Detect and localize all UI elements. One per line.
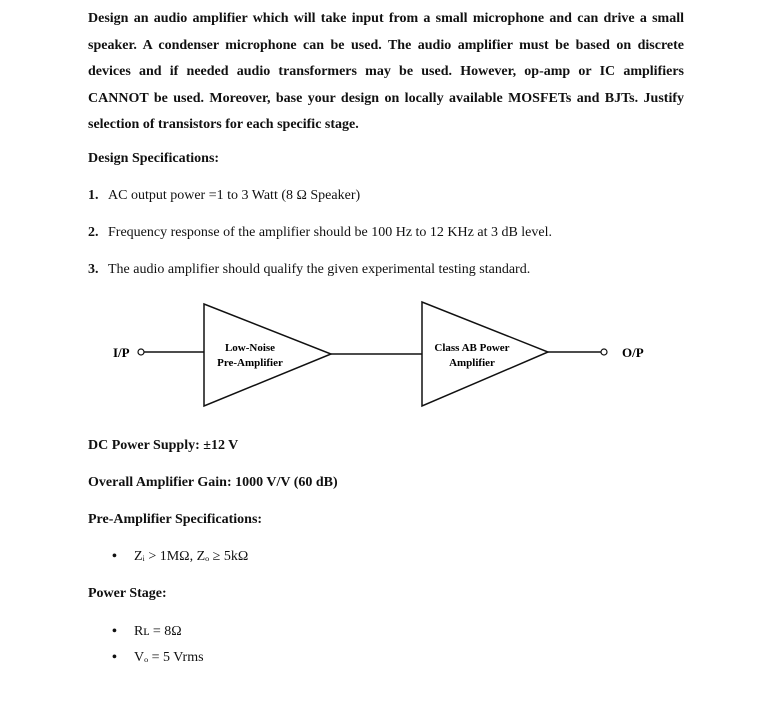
preamp-impedance-spec: Zᵢ > 1MΩ, Zₒ ≥ 5kΩ bbox=[134, 549, 249, 564]
spec-item-number: 3. bbox=[88, 262, 99, 277]
output-label: O/P bbox=[622, 345, 644, 360]
load-resistance-spec: Rʟ = 8Ω bbox=[134, 624, 182, 639]
bullet-dot: • bbox=[112, 624, 117, 639]
bullet-dot: • bbox=[112, 549, 117, 564]
output-voltage-spec: Vₒ = 5 Vrms bbox=[134, 650, 204, 665]
spec-item-1 bbox=[88, 188, 360, 204]
intro-paragraph: Design an audio amplifier which will take input from a small microphone and can drive a small speaker. A condenser microphone can be used. The audio amplifier must be based on discrete devices and if needed audio transformers may be used. However, op-amp or IC amplifiers CANNOT be used. Moreover, base your design on locally available MOSFETs and BJTs. Justify selection of transistors for each specific stage. bbox=[88, 11, 684, 132]
power-stage-bullet-1 bbox=[112, 624, 182, 640]
spec-item-2 bbox=[88, 225, 552, 241]
spec-item-text: AC output power =1 to 3 Watt (8 Ω Speaker) bbox=[108, 188, 361, 203]
spec-item-text: The audio amplifier should qualify the given experimental testing standard. bbox=[108, 262, 531, 277]
dc-power-supply: DC Power Supply: ±12 V bbox=[88, 438, 239, 453]
power-stage-bullet-2 bbox=[112, 650, 204, 666]
output-terminal bbox=[601, 349, 607, 355]
preamp-bullet bbox=[112, 549, 248, 565]
input-label: I/P bbox=[113, 345, 130, 360]
power-amp-label-line2: Amplifier bbox=[449, 357, 495, 369]
spec-item-number: 2. bbox=[88, 225, 99, 240]
power-amp-label-line1: Class AB Power bbox=[434, 342, 510, 354]
bullet-dot: • bbox=[112, 650, 117, 665]
block-diagram bbox=[0, 295, 772, 415]
design-specs-heading: Design Specifications: bbox=[88, 151, 220, 166]
preamp-triangle bbox=[204, 304, 331, 406]
spec-item-3 bbox=[88, 262, 530, 278]
input-terminal bbox=[138, 349, 144, 355]
power-stage-heading: Power Stage: bbox=[88, 586, 167, 601]
spec-item-number: 1. bbox=[88, 188, 99, 203]
overall-gain: Overall Amplifier Gain: 1000 V/V (60 dB) bbox=[88, 475, 338, 490]
preamp-specs-heading: Pre-Amplifier Specifications: bbox=[88, 512, 263, 527]
power-amp-triangle bbox=[422, 302, 548, 406]
spec-item-text: Frequency response of the amplifier should be 100 Hz to 12 KHz at 3 dB level. bbox=[108, 225, 553, 240]
preamp-label-line2: Pre-Amplifier bbox=[217, 357, 283, 369]
preamp-label-line1: Low-Noise bbox=[224, 342, 276, 354]
